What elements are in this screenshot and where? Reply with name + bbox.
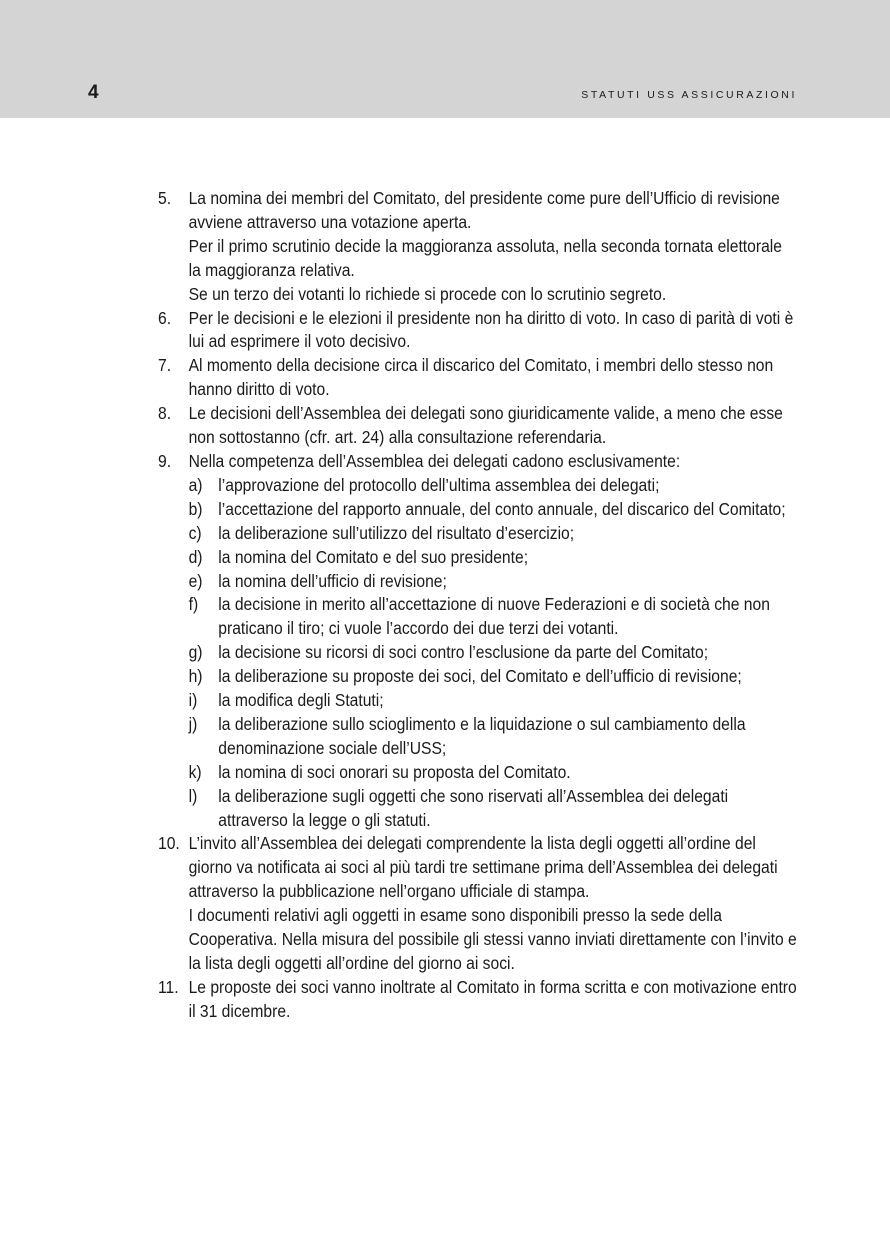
paragraph: I documenti relativi agli oggetti in esame sono disponibili presso la sede della Cooperativa. Nella misura del possibile gli stessi vanno inviati direttamente con l’invito e la lista degli oggetti all’ordine del giorno ai soci. [188,905,797,973]
sub-item-letter: d) [188,546,203,567]
list-item [158,187,798,307]
sub-item-letter: b) [188,498,203,519]
sub-item-letter: i) [188,690,198,711]
sub-item-text: la deliberazione sull’utilizzo del risultato d’esercizio; [218,522,575,543]
paragraph: Per le decisioni e le elezioni il presidente non ha diritto di voto. In caso di parità di voti è lui ad esprimere il voto decisivo. [188,307,794,352]
item-number: 5. [158,188,172,208]
sub-item-letter: f) [188,594,199,615]
list-item [158,402,798,450]
list-item [158,976,798,1024]
paragraph: La nomina dei membri del Comitato, del presidente come pure dell’Ufficio di revisione avviene attraverso una votazione aperta. [188,188,780,232]
sub-item-letter: a) [188,474,203,495]
sub-item [189,641,798,665]
paragraph: Le proposte dei soci vanno inoltrate al Comitato in forma scritta e con motivazione entro il 31 dicembre. [188,976,797,1021]
item-number: 9. [158,450,172,471]
sub-item [189,713,798,761]
paragraph: Al momento della decisione circa il discarico del Comitato, i membri dello stesso non hanno diritto di voto. [188,355,774,400]
sub-item [189,474,798,498]
sub-item-text: l’accettazione del rapporto annuale, del conto annuale, del discarico del Comitato; [218,498,786,519]
paragraph: L’invito all’Assemblea dei delegati comprendente la lista degli oggetti all’ordine del giorno va notificata ai soci al più tardi tre settimane prima dell’Assemblea dei delegati attraverso la pubblicazione nell’organo ufficiale di stampa. [188,833,778,902]
list-item [158,307,798,355]
paragraph: Nella competenza dell’Assemblea dei delegati cadono esclusivamente: [188,450,681,471]
running-title: STATUTI USS ASSICURAZIONI [581,89,797,101]
sub-item-letter: c) [188,522,202,543]
sub-item [189,546,798,570]
sub-item-letter: g) [188,642,203,663]
item-number: 10. [158,833,180,854]
sub-item-text: la nomina di soci onorari su proposta del Comitato. [218,761,571,782]
paragraph: Se un terzo dei votanti lo richiede si procede con lo scrutinio segreto. [188,283,667,304]
sub-item [189,522,798,546]
page-header [0,0,890,118]
sub-item [189,498,798,522]
sub-item [189,785,798,833]
item-number: 7. [158,355,172,376]
sub-item [189,593,798,641]
sub-item [189,570,798,594]
sub-item-letter: e) [188,570,203,591]
sub-item-letter: k) [188,761,202,782]
sub-item-text: la modifica degli Statuti; [218,690,384,711]
sub-item-letter: j) [188,713,198,734]
sub-item-text: la decisione su ricorsi di soci contro l’esclusione da parte del Comitato; [218,642,709,663]
sub-item-text: la nomina del Comitato e del suo presidente; [218,546,529,567]
list-item [158,450,798,833]
document-body [158,187,798,1024]
paragraph: Le decisioni dell’Assemblea dei delegati sono giuridicamente valide, a meno che esse non sottostanno (cfr. art. 24) alla consultazione referendaria. [188,403,783,448]
paragraph: Per il primo scrutinio decide la maggioranza assoluta, nella seconda tornata elettorale la maggioranza relativa. [188,235,782,280]
sub-item [189,761,798,785]
sub-item-text: la deliberazione su proposte dei soci, del Comitato e dell’ufficio di revisione; [218,666,742,687]
sub-item-letter: h) [188,666,203,687]
item-number: 8. [158,403,172,424]
sub-item-text: la deliberazione sugli oggetti che sono riservati all’Assemblea dei delegati attraverso la legge o gli statuti. [218,785,729,830]
sub-item [189,689,798,713]
page-number: 4 [88,82,99,103]
sub-item [189,665,798,689]
sub-item-text: l’approvazione del protocollo dell’ultima assemblea dei delegati; [218,474,660,495]
item-number: 6. [158,307,172,328]
item-number: 11. [158,976,179,997]
list-item [158,354,798,402]
sub-item-text: la decisione in merito all’accettazione di nuove Federazioni e di società che non praticano il tiro; ci vuole l’accordo dei due terzi dei votanti. [218,594,770,639]
sub-item-letter: l) [188,785,198,806]
sub-item-text: la deliberazione sullo scioglimento e la liquidazione o sul cambiamento della denominazione sociale dell’USS; [218,713,746,758]
sub-item-text: la nomina dell’ufficio di revisione; [218,570,447,591]
list-item [158,832,798,975]
